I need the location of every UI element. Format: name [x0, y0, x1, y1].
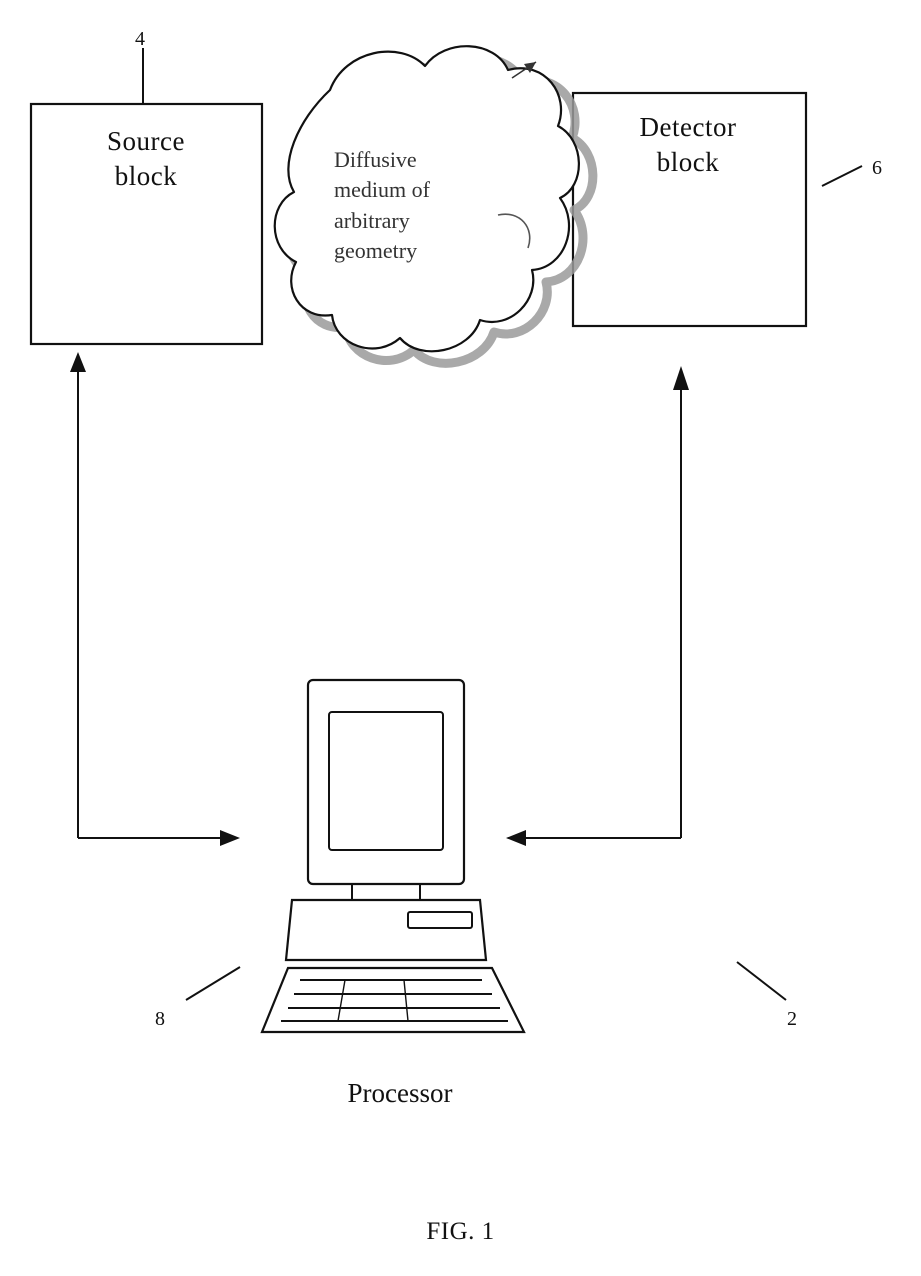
drive-slot: [408, 912, 472, 928]
processor-right-arrowhead: [506, 830, 526, 846]
reference-numeral-4: 4: [135, 28, 145, 50]
monitor-screen: [329, 712, 443, 850]
figure-caption: FIG. 1: [426, 1218, 495, 1245]
reference-numeral-8: 8: [155, 1008, 165, 1030]
cloud-label: Diffusive medium of arbitrary geometry: [334, 147, 430, 264]
leader-line-8: [186, 967, 240, 1000]
reference-numeral-6: 6: [872, 157, 882, 179]
source-block-arrowhead: [70, 352, 86, 372]
processor-left-arrowhead: [220, 830, 240, 846]
source-block-label: Source block: [107, 126, 185, 191]
monitor-neck: [352, 884, 420, 900]
leader-line-6: [822, 166, 862, 186]
processor-label: Processor: [347, 1078, 453, 1108]
computer-base: [286, 900, 486, 960]
leader-line-2: [737, 962, 786, 1000]
keyboard-body: [262, 968, 524, 1032]
detector-block-label: Detector block: [639, 112, 737, 177]
detector-block-arrowhead: [673, 366, 689, 390]
reference-numeral-2: 2: [787, 1008, 797, 1030]
